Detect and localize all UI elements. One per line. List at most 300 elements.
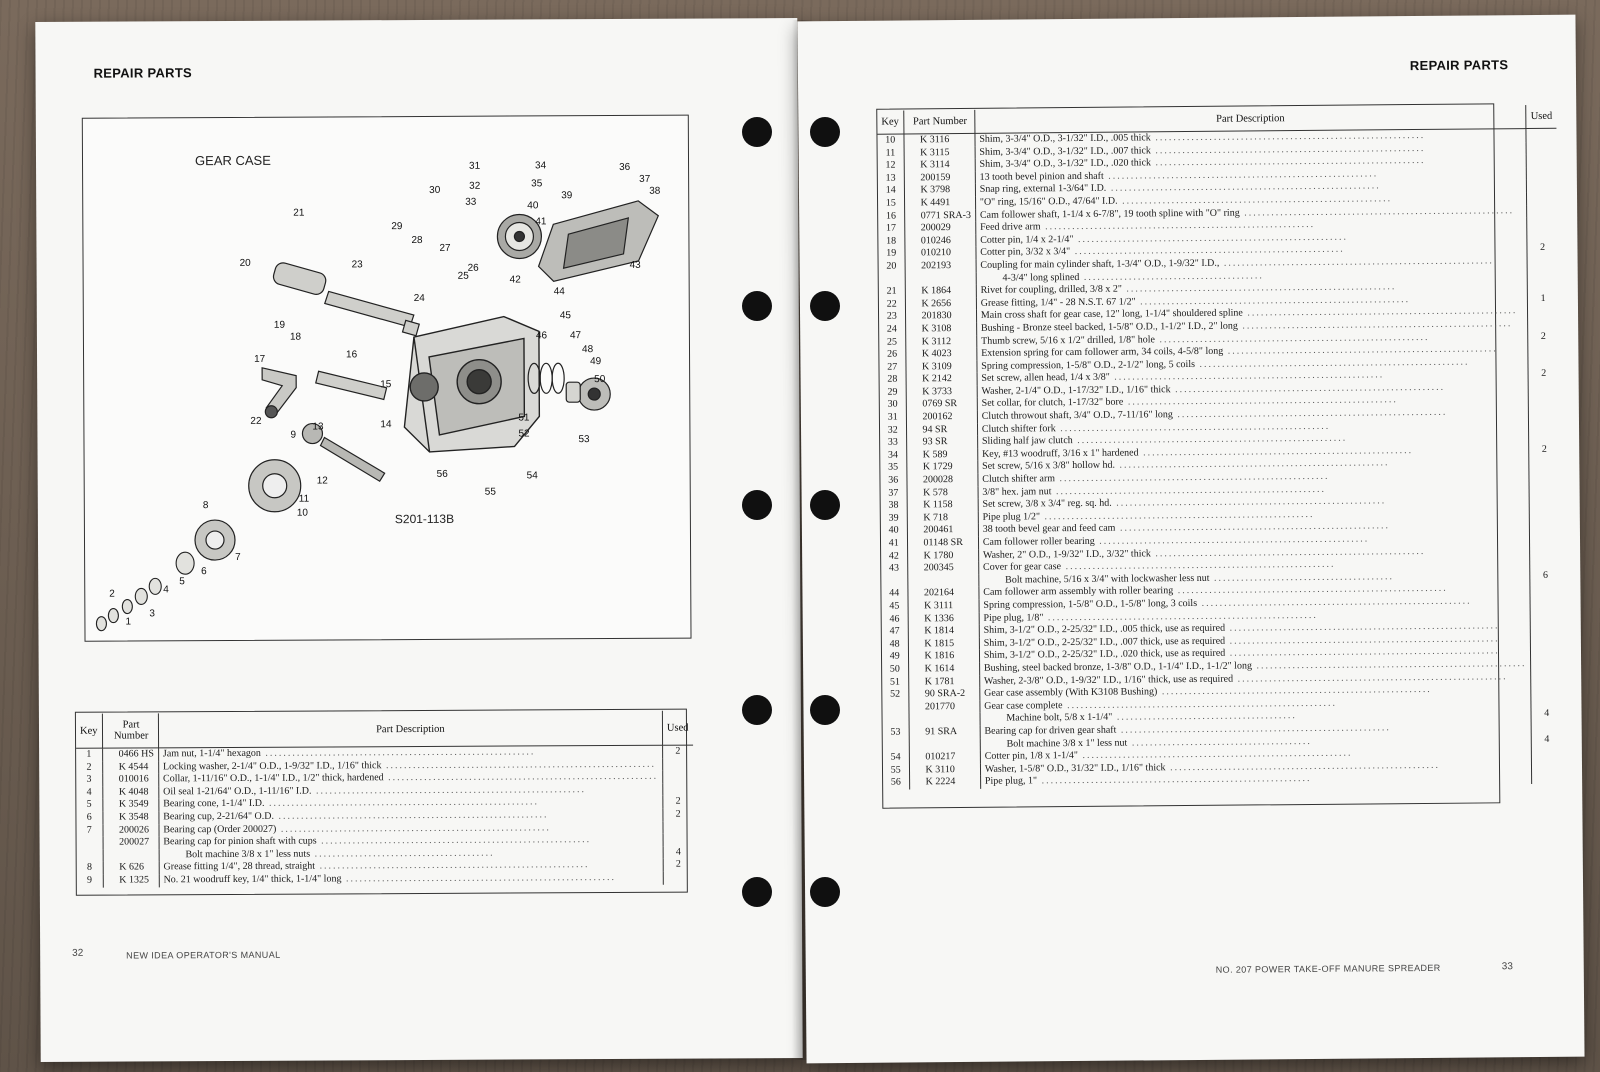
punch-hole bbox=[742, 877, 772, 907]
svg-text:55: 55 bbox=[484, 486, 496, 498]
leader-dots: ............................................................ bbox=[1111, 495, 1387, 509]
leader-dots: ............................................................ bbox=[1051, 483, 1326, 497]
description-text: Extension spring for cam follower arm, 34 coils, 4-5/8" long bbox=[981, 345, 1224, 359]
row-used bbox=[663, 758, 693, 771]
svg-text:9: 9 bbox=[290, 429, 297, 441]
svg-text:22: 22 bbox=[250, 415, 262, 427]
row-used bbox=[1530, 519, 1560, 532]
row-part-number: 200345 bbox=[907, 562, 978, 575]
leader-dots: ............................................................ bbox=[1225, 633, 1500, 647]
row-key: 43 bbox=[881, 563, 907, 576]
svg-text:31: 31 bbox=[469, 160, 481, 172]
row-part-number: K 3111 bbox=[908, 600, 979, 613]
row-used bbox=[1526, 128, 1556, 141]
svg-text:37: 37 bbox=[639, 173, 651, 185]
svg-text:21: 21 bbox=[293, 207, 305, 219]
leader-dots: ............................................................ bbox=[1150, 142, 1426, 156]
row-part-number bbox=[103, 849, 159, 862]
row-part-number: 010246 bbox=[904, 235, 975, 248]
row-part-number: 010016 bbox=[102, 774, 158, 787]
leader-dots: ............................................................ bbox=[1070, 243, 1345, 258]
row-part-number: K 4048 bbox=[102, 786, 158, 799]
row-used bbox=[1529, 418, 1559, 431]
row-used bbox=[1528, 305, 1558, 318]
row-used bbox=[1530, 507, 1560, 520]
svg-text:35: 35 bbox=[531, 178, 543, 190]
leader-dots: ............................................................ bbox=[1116, 722, 1391, 736]
row-key: 13 bbox=[878, 172, 904, 185]
svg-text:19: 19 bbox=[273, 319, 286, 331]
row-key: 39 bbox=[881, 512, 907, 525]
row-part-number: K 3548 bbox=[102, 811, 158, 824]
punch-hole bbox=[742, 490, 772, 520]
row-part-number: K 4491 bbox=[904, 197, 975, 210]
row-part-number: K 3116 bbox=[903, 133, 974, 147]
row-used: 4 bbox=[675, 846, 681, 858]
svg-text:6: 6 bbox=[201, 566, 207, 578]
description-text: Thumb screw, 5/16 x 1/2" drilled, 1/8" hole bbox=[981, 333, 1155, 347]
feed-drive-arm bbox=[262, 368, 296, 418]
svg-text:39: 39 bbox=[561, 190, 573, 202]
row-key: 23 bbox=[879, 311, 905, 324]
svg-text:52: 52 bbox=[518, 428, 530, 440]
punch-hole bbox=[742, 291, 772, 321]
leader-dots: ............................................................ bbox=[381, 758, 656, 771]
row-part-number: K 1158 bbox=[907, 499, 978, 512]
svg-text:15: 15 bbox=[380, 379, 392, 391]
leader-dots: ............................................................ bbox=[1073, 231, 1348, 245]
punch-hole bbox=[810, 291, 840, 321]
row-key: 32 bbox=[880, 424, 906, 437]
row-key: 44 bbox=[881, 588, 907, 601]
row-key bbox=[882, 701, 908, 714]
row-key: 20 bbox=[879, 260, 905, 273]
row-key: 50 bbox=[882, 663, 908, 676]
row-used: 2 bbox=[1541, 368, 1547, 380]
leader-dots: ............................................................ bbox=[1239, 204, 1515, 219]
row-used bbox=[1529, 431, 1559, 444]
punch-hole bbox=[810, 490, 840, 520]
row-used bbox=[1530, 595, 1560, 608]
description-text: Shim, 3-1/2" O.D., 2-25/32" I.D., .007 thick, use as required bbox=[983, 635, 1226, 649]
row-key: 7 bbox=[76, 824, 102, 837]
svg-text:10: 10 bbox=[296, 507, 309, 519]
leader-dots: ............................................................ bbox=[1173, 583, 1448, 597]
svg-text:20: 20 bbox=[239, 257, 251, 269]
row-used bbox=[1528, 280, 1558, 293]
svg-text:47: 47 bbox=[569, 330, 582, 342]
row-key: 4 bbox=[76, 786, 102, 799]
row-key: 40 bbox=[881, 525, 907, 538]
row-key: 33 bbox=[880, 437, 906, 450]
svg-text:53: 53 bbox=[578, 434, 590, 446]
leader-dots: ............................................................ bbox=[1077, 747, 1353, 762]
row-used bbox=[1530, 532, 1560, 545]
description-text: 13 tooth bevel pinion and shaft bbox=[979, 170, 1104, 183]
row-part-number: K 1781 bbox=[908, 675, 979, 688]
row-key: 25 bbox=[879, 336, 905, 349]
row-used bbox=[1530, 557, 1560, 570]
left-table-body bbox=[76, 745, 693, 887]
row-key bbox=[883, 739, 909, 752]
leader-dots: ............................................................ bbox=[315, 859, 590, 872]
row-part-number bbox=[907, 575, 978, 588]
description-text: Shim, 3-1/2" O.D., 2-25/32" I.D., .005 thick, use as required bbox=[983, 622, 1226, 636]
description-text: Main cross shaft for gear case, 12" long, 1-1/4" shouldered spline bbox=[980, 307, 1243, 322]
description-text: Clutch shifter arm bbox=[982, 473, 1056, 485]
row-key: 27 bbox=[879, 361, 905, 374]
leader-dots: ............................................................ bbox=[1036, 773, 1312, 787]
row-part-number: K 3549 bbox=[102, 799, 158, 812]
description-text: Washer, 1-5/8" O.D., 31/32" I.D., 1/16" thick bbox=[984, 761, 1166, 775]
row-part-number: 010210 bbox=[904, 247, 975, 260]
row-used bbox=[1526, 154, 1556, 167]
leader-dots: ............................................................ bbox=[1114, 457, 1390, 472]
gear-case-figure bbox=[82, 115, 692, 642]
leader-dots: ............................................................ bbox=[276, 821, 551, 835]
leader-dots: ............................................................ bbox=[1043, 609, 1318, 623]
description-text: Bearing cap for pinion shaft with cups bbox=[163, 835, 317, 848]
row-key: 26 bbox=[879, 349, 905, 362]
row-key: 46 bbox=[882, 613, 908, 626]
description-text: Sliding half jaw clutch bbox=[981, 435, 1073, 448]
row-part-number: K 2142 bbox=[906, 373, 977, 386]
leader-dots: ............................................................ bbox=[1117, 193, 1393, 207]
description-text: Washer, 2-1/4" O.D., 1-17/32" I.D., 1/16" thick bbox=[981, 384, 1171, 397]
row-part-number: K 3108 bbox=[905, 323, 976, 336]
row-key bbox=[77, 837, 103, 850]
row-used bbox=[1531, 670, 1561, 683]
row-used: 2 bbox=[675, 796, 681, 808]
row-key: 29 bbox=[880, 386, 906, 399]
row-part-number: 200029 bbox=[904, 222, 975, 235]
row-used bbox=[1528, 381, 1558, 394]
leader-dots: ........................................ bbox=[1127, 735, 1312, 749]
left-parts-table bbox=[76, 711, 693, 888]
row-used bbox=[1531, 620, 1561, 633]
left-page-number: 32 bbox=[72, 947, 84, 959]
row-used bbox=[1531, 658, 1561, 671]
description-text: Cotter pin, 1/8 x 1-1/4" bbox=[984, 750, 1078, 762]
svg-text:5: 5 bbox=[179, 576, 185, 588]
svg-text:8: 8 bbox=[202, 500, 209, 512]
description-text: Cotter pin, 3/32 x 3/4" bbox=[980, 246, 1071, 259]
row-part-number: K 718 bbox=[907, 512, 978, 525]
description-text: Pipe plug 1/2" bbox=[982, 511, 1041, 523]
description-text: Cover for gear case bbox=[982, 561, 1062, 574]
description-text: Gear case complete bbox=[984, 699, 1063, 712]
row-part-number: 200028 bbox=[906, 474, 977, 487]
svg-text:51: 51 bbox=[518, 412, 530, 424]
row-part-number: K 4544 bbox=[102, 761, 158, 774]
main-cross-shaft bbox=[272, 260, 420, 336]
leader-dots: ............................................................ bbox=[1135, 293, 1411, 308]
row-key: 41 bbox=[881, 537, 907, 550]
svg-text:14: 14 bbox=[380, 419, 392, 431]
row-part-number: 200162 bbox=[906, 411, 977, 424]
description-text: 38 tooth bevel gear and feed cam bbox=[982, 523, 1116, 536]
svg-text:33: 33 bbox=[465, 196, 477, 208]
description-text: Pipe plug, 1" bbox=[984, 775, 1038, 788]
leader-dots: ............................................................ bbox=[1150, 155, 1426, 169]
svg-text:29: 29 bbox=[391, 221, 403, 233]
row-part-number: 91 SRA bbox=[909, 726, 980, 739]
leader-dots: ............................................................ bbox=[1138, 444, 1414, 459]
right-page bbox=[797, 15, 1584, 1064]
row-used bbox=[663, 771, 693, 784]
row-key: 54 bbox=[883, 752, 909, 765]
leader-dots: ........................................ bbox=[1112, 710, 1297, 724]
leader-dots: ............................................................ bbox=[316, 834, 592, 847]
svg-text:18: 18 bbox=[289, 331, 302, 343]
svg-text:36: 36 bbox=[619, 161, 631, 173]
row-key: 18 bbox=[878, 235, 904, 248]
row-part-number: 200027 bbox=[103, 837, 159, 850]
svg-text:49: 49 bbox=[590, 356, 602, 368]
row-used bbox=[1529, 406, 1559, 419]
row-used: 2 bbox=[1540, 242, 1546, 254]
svg-text:42: 42 bbox=[509, 274, 521, 286]
description-text: Oil seal 1-21/64" O.D., 1-11/16" I.D. bbox=[163, 785, 312, 798]
leader-dots: ............................................................ bbox=[1072, 432, 1348, 447]
leader-dots: ............................................................ bbox=[1233, 670, 1508, 685]
svg-text:27: 27 bbox=[439, 242, 451, 254]
leader-dots: ............................................................ bbox=[260, 746, 536, 759]
svg-text:26: 26 bbox=[467, 262, 479, 274]
left-table-header-row bbox=[76, 711, 693, 749]
row-key: 49 bbox=[882, 651, 908, 664]
left-header-title: REPAIR PARTS bbox=[93, 65, 193, 81]
description-text: "O" ring, 15/16" O.D., 47/64" I.D. bbox=[979, 195, 1118, 208]
leader-dots: ............................................................ bbox=[383, 770, 659, 784]
description-text: Cam follower shaft, 1-1/4 x 6-7/8", 19 tooth spline with "O" ring bbox=[979, 207, 1240, 221]
description-text: Bushing - Bronze steel backed, 1-5/8" O.D., 1-1/2" I.D., 2" long bbox=[980, 320, 1238, 334]
leader-dots: ............................................................ bbox=[1106, 180, 1381, 195]
row-part-number: K 2224 bbox=[909, 776, 980, 789]
leader-dots: ............................................................ bbox=[341, 871, 616, 885]
leader-dots: ............................................................ bbox=[1150, 545, 1426, 559]
leader-dots: ............................................................ bbox=[1223, 343, 1498, 357]
figure-title: GEAR CASE bbox=[194, 152, 271, 169]
row-part-number: K 578 bbox=[907, 486, 978, 499]
col-used: Used bbox=[1526, 105, 1556, 129]
description-text: Bushing, steel backed bronze, 1-3/8" O.D., 1-1/4" I.D., 1-1/2" long bbox=[983, 660, 1253, 674]
row-key: 42 bbox=[881, 550, 907, 563]
punch-hole bbox=[742, 117, 772, 147]
leader-dots: ............................................................ bbox=[1062, 697, 1338, 711]
row-part-number: K 3109 bbox=[905, 361, 976, 374]
svg-text:54: 54 bbox=[526, 470, 538, 482]
row-part-number: 01148 SR bbox=[907, 537, 978, 550]
leader-dots: ............................................................ bbox=[1061, 558, 1336, 573]
row-used bbox=[1530, 607, 1560, 620]
leader-dots: ............................................................ bbox=[1225, 645, 1500, 660]
bearing-cap-7 bbox=[195, 460, 302, 561]
svg-text:34: 34 bbox=[535, 160, 547, 172]
row-part-number: K 3115 bbox=[904, 146, 975, 159]
row-used bbox=[1529, 393, 1559, 406]
row-key: 9 bbox=[77, 875, 103, 888]
row-key: 53 bbox=[883, 726, 909, 739]
row-part-number: K 1325 bbox=[103, 874, 159, 887]
svg-text:25: 25 bbox=[457, 270, 469, 282]
svg-text:44: 44 bbox=[553, 286, 565, 298]
leader-dots: ........................................ bbox=[1079, 269, 1264, 283]
row-key: 8 bbox=[77, 862, 103, 875]
leader-dots: ............................................................ bbox=[1172, 406, 1448, 421]
row-used bbox=[1527, 204, 1557, 217]
row-part-number: 0771 SRA-3 bbox=[904, 209, 975, 222]
row-used: 4 bbox=[1544, 733, 1550, 745]
description-text: Bearing cone, 1-1/4" I.D. bbox=[163, 798, 265, 810]
svg-text:12: 12 bbox=[316, 475, 328, 487]
leader-dots: ............................................................ bbox=[1121, 281, 1397, 295]
description-text: Gear case assembly (With K3108 Bushing) bbox=[984, 686, 1158, 699]
left-footer-text: NEW IDEA OPERATOR'S MANUAL bbox=[126, 949, 281, 961]
description-text: Shim, 3-3/4" O.D., 3-1/32" I.D., .005 thick bbox=[979, 132, 1151, 145]
row-key: 36 bbox=[880, 475, 906, 488]
row-used bbox=[1529, 456, 1559, 469]
svg-text:38: 38 bbox=[649, 185, 661, 197]
row-part-number: K 626 bbox=[103, 862, 159, 875]
row-key bbox=[881, 575, 907, 588]
row-part-number bbox=[909, 738, 980, 751]
row-used bbox=[663, 834, 693, 847]
description-text: Rivet for coupling, drilled, 3/8 x 2" bbox=[980, 283, 1122, 296]
row-used bbox=[1529, 469, 1559, 482]
col-part-description: Part Description bbox=[158, 711, 662, 748]
row-used bbox=[1532, 746, 1562, 759]
row-part-number: 94 SR bbox=[906, 424, 977, 437]
row-key: 55 bbox=[883, 764, 909, 777]
description-text: Pipe plug, 1/8" bbox=[983, 611, 1044, 624]
row-key: 5 bbox=[76, 799, 102, 812]
svg-text:40: 40 bbox=[527, 200, 539, 212]
punch-hole bbox=[810, 695, 840, 725]
row-key: 6 bbox=[76, 812, 102, 825]
description-text: Locking washer, 2-1/4" O.D., 1-9/32" I.D., 1/16" thick bbox=[162, 759, 382, 772]
punch-hole bbox=[810, 117, 840, 147]
description-text: Clutch shifter fork bbox=[981, 422, 1056, 435]
figure-code: S201-113B bbox=[394, 511, 455, 527]
row-used bbox=[663, 783, 693, 796]
row-used bbox=[1527, 167, 1557, 180]
svg-text:48: 48 bbox=[581, 344, 594, 356]
row-used: 1 bbox=[1540, 292, 1546, 304]
row-key: 45 bbox=[882, 600, 908, 613]
description-text: Bolt machine, 5/16 x 3/4" with lockwasher less nut bbox=[1005, 572, 1210, 586]
description-text: Grease fitting, 1/4" - 28 N.S.T. 67 1/2" bbox=[980, 296, 1136, 309]
description-text: Spring compression, 1-5/8" O.D., 2-1/2" long, 5 coils bbox=[981, 358, 1196, 372]
row-part-number: 201830 bbox=[905, 310, 976, 323]
row-part-number: K 1816 bbox=[908, 650, 979, 663]
leader-dots: ............................................................ bbox=[1219, 255, 1494, 269]
row-part-number: 0769 SR bbox=[906, 398, 977, 411]
svg-text:4: 4 bbox=[163, 584, 169, 596]
row-used bbox=[663, 872, 693, 885]
leader-dots: ............................................................ bbox=[1054, 470, 1330, 485]
row-key: 31 bbox=[880, 412, 906, 425]
row-key: 12 bbox=[878, 160, 904, 173]
row-key: 38 bbox=[881, 500, 907, 513]
description-text: Snap ring, external 1-3/64" I.D. bbox=[979, 183, 1107, 196]
description-text: Cam follower roller bearing bbox=[982, 535, 1095, 548]
row-part-number bbox=[909, 713, 980, 726]
svg-text:41: 41 bbox=[535, 216, 547, 228]
leader-dots: ............................................................ bbox=[1194, 356, 1470, 370]
svg-text:45: 45 bbox=[559, 310, 571, 322]
row-part-number: 200026 bbox=[102, 824, 158, 837]
row-key: 17 bbox=[878, 223, 904, 236]
row-used: 4 bbox=[1544, 708, 1550, 720]
row-used: 2 bbox=[675, 808, 681, 820]
row-key: 16 bbox=[878, 210, 904, 223]
row-key: 19 bbox=[878, 248, 904, 261]
svg-text:43: 43 bbox=[629, 259, 641, 271]
cam-follower-shaft bbox=[316, 371, 387, 400]
row-key: 30 bbox=[880, 399, 906, 412]
leader-dots: ............................................................ bbox=[1103, 168, 1379, 182]
leader-dots: ........................................ bbox=[310, 847, 495, 860]
row-used bbox=[1530, 544, 1560, 557]
row-key: 34 bbox=[880, 449, 906, 462]
row-part-number: K 1336 bbox=[908, 612, 979, 625]
row-used: 6 bbox=[1542, 569, 1549, 581]
description-text: Bearing cap (Order 200027) bbox=[163, 823, 277, 835]
row-part-number: K 1614 bbox=[908, 663, 979, 676]
svg-text:46: 46 bbox=[535, 330, 548, 342]
description-text: Clutch throwout shaft, 3/4" O.D., 7-11/16" long bbox=[981, 409, 1173, 422]
punch-hole bbox=[810, 877, 840, 907]
description-text: Coupling for main cylinder shaft, 1-3/4" O.D., 1-9/32" I.D., bbox=[980, 257, 1220, 271]
leader-dots: ............................................................ bbox=[273, 809, 549, 822]
leader-dots: ............................................................ bbox=[1170, 381, 1446, 396]
row-key: 51 bbox=[882, 676, 908, 689]
leader-dots: ............................................................ bbox=[1251, 658, 1527, 672]
svg-text:16: 16 bbox=[346, 349, 358, 361]
svg-text:28: 28 bbox=[411, 234, 423, 247]
row-key: 28 bbox=[880, 374, 906, 387]
row-part-number: 202193 bbox=[905, 260, 976, 273]
row-part-number: K 3110 bbox=[909, 764, 980, 777]
row-part-number: K 1729 bbox=[906, 461, 977, 474]
leader-dots: ............................................................ bbox=[311, 783, 586, 797]
row-part-number: K 589 bbox=[906, 449, 977, 462]
description-text: Jam nut, 1-1/4" hexagon bbox=[162, 747, 261, 760]
col-used: Used bbox=[662, 711, 692, 746]
leader-dots: ............................................................ bbox=[1154, 331, 1430, 345]
right-header-title: REPAIR PARTS bbox=[1409, 57, 1509, 74]
svg-text:7: 7 bbox=[235, 551, 241, 563]
svg-text:17: 17 bbox=[254, 353, 266, 365]
row-used: 2 bbox=[1540, 330, 1546, 342]
leader-dots: ............................................................ bbox=[1039, 508, 1315, 523]
row-part-number: 0466 HS bbox=[102, 748, 158, 761]
row-used bbox=[1528, 343, 1558, 356]
leader-dots: ............................................................ bbox=[1115, 520, 1390, 535]
left-page bbox=[35, 18, 802, 1062]
description-text: Set collar, for clutch, 1-17/32" bore bbox=[981, 397, 1124, 410]
row-key: 10 bbox=[877, 134, 903, 147]
row-used: 2 bbox=[675, 858, 681, 871]
svg-text:11: 11 bbox=[298, 493, 310, 505]
svg-text:13: 13 bbox=[312, 421, 324, 433]
svg-text:23: 23 bbox=[351, 259, 363, 271]
row-used bbox=[1527, 267, 1557, 280]
leader-dots: ............................................................ bbox=[1150, 129, 1426, 144]
row-part-number: K 3798 bbox=[904, 184, 975, 197]
description-text: Set screw, allen head, 1/4 x 3/8" bbox=[981, 371, 1110, 385]
